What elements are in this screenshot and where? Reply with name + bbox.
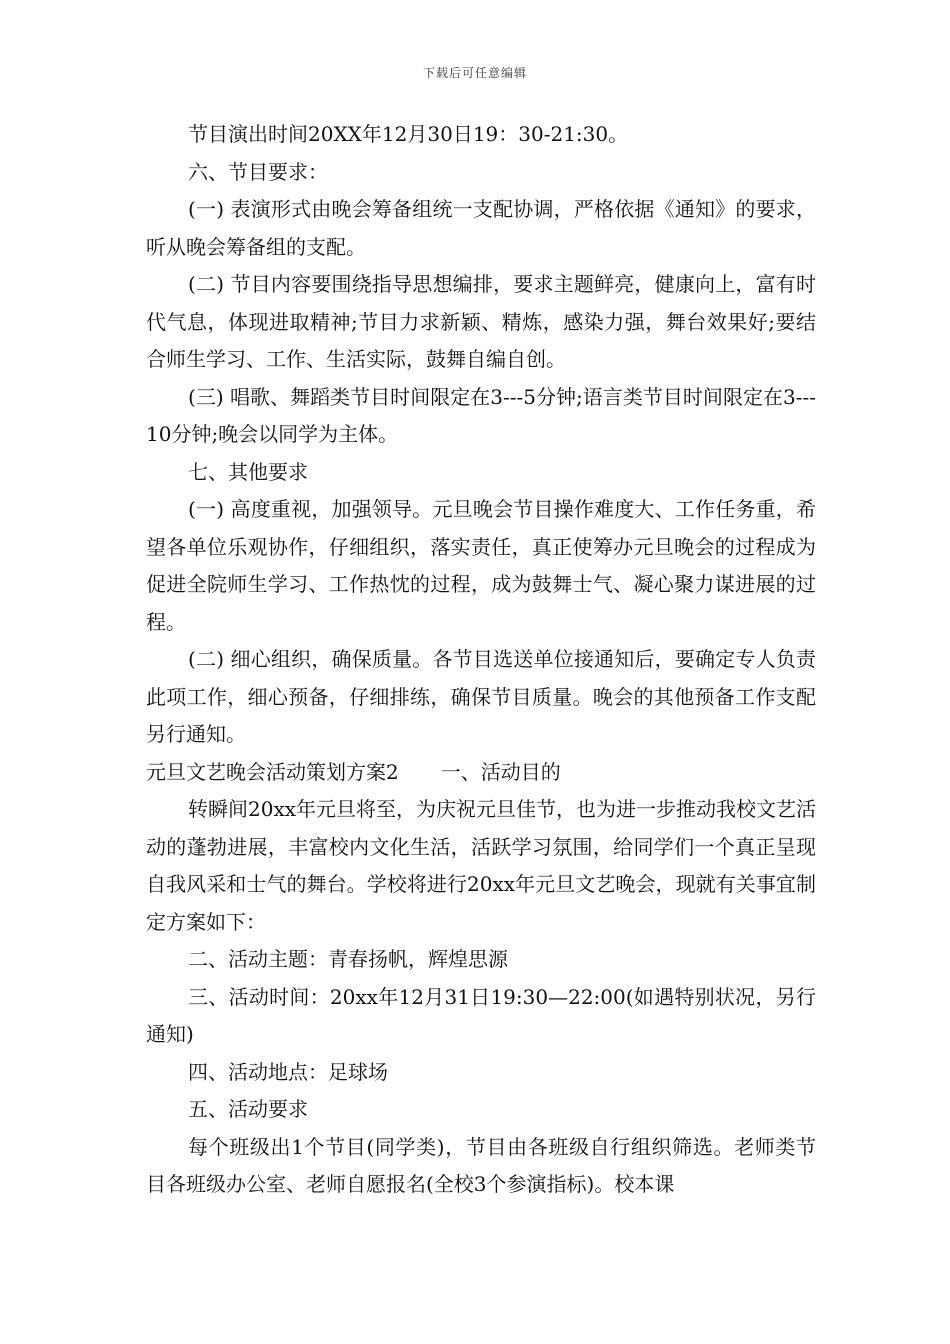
plan-title: 元旦文艺晚会活动策划方案2 [146, 759, 399, 784]
paragraph: (二) 细心组织，确保质量。各节目选送单位接通知后，要确定专人负责此项工作，细心预备，仔细排练，确保节目质量。晚会的其他预备工作支配另行通知。 [146, 647, 816, 746]
section-heading: 二、活动主题：青春扬帆，辉煌思源 [188, 947, 508, 971]
paragraph: 节目演出时间20XX年12月30日19：30-21:30。 [188, 122, 629, 146]
section-heading: 四、活动地点：足球场 [188, 1059, 388, 1084]
paragraph: (一) 高度重视，加强领导。元旦晚会节目操作难度大、工作任务重，希望各单位乐观协作，仔细组织，落实责任，真正使筹办元旦晚会的过程成为促进全院师生学习、工作热忱的过程，成为鼓舞士气、凝心聚力谋进展的过程。 [146, 497, 816, 634]
page-header-note: 下载后可任意编辑 [422, 66, 527, 80]
section-heading: 七、其他要求 [188, 459, 308, 484]
paragraph: (三) 唱歌、舞蹈类节目时间限定在3---5分钟;语言类节目时间限定在3---10分钟;晚会以同学为主体。 [146, 384, 816, 446]
document-body [146, 116, 816, 1204]
section-heading: 六、节目要求： [188, 159, 328, 184]
section-heading: 五、活动要求 [188, 1097, 308, 1121]
paragraph: 转瞬间20xx年元旦将至，为庆祝元旦佳节，也为进一步推动我校文艺活动的蓬勃进展，丰富校内文化生活，活跃学习氛围，给同学们一个真正呈现自我风采和士气的舞台。学校将进行20xx年元旦文艺晚会，现就有关事宜制定方案如下： [146, 797, 817, 934]
plan-title-line [146, 754, 816, 792]
paragraph: 每个班级出1个节目(同学类)，节目由各班级自行组织筛选。老师类节目各班级办公室、老师自愿报名(全校3个参演指标)。校本课 [146, 1134, 816, 1196]
paragraph: (一) 表演形式由晚会筹备组统一支配协调，严格依据《通知》的要求，听从晚会筹备组的支配。 [146, 197, 816, 259]
paragraph: (二) 节目内容要围绕指导思想编排，要求主题鲜亮，健康向上，富有时代气息，体现进取精神;节目力求新颖、精炼，感染力强，舞台效果好;要结合师生学习、工作、生活实际，鼓舞自编自创。 [146, 272, 816, 371]
paragraph: 三、活动时间：20xx年12月31日19:30—22:00(如遇特别状况，另行通知) [146, 984, 816, 1046]
section-heading: 一、活动目的 [440, 759, 561, 784]
